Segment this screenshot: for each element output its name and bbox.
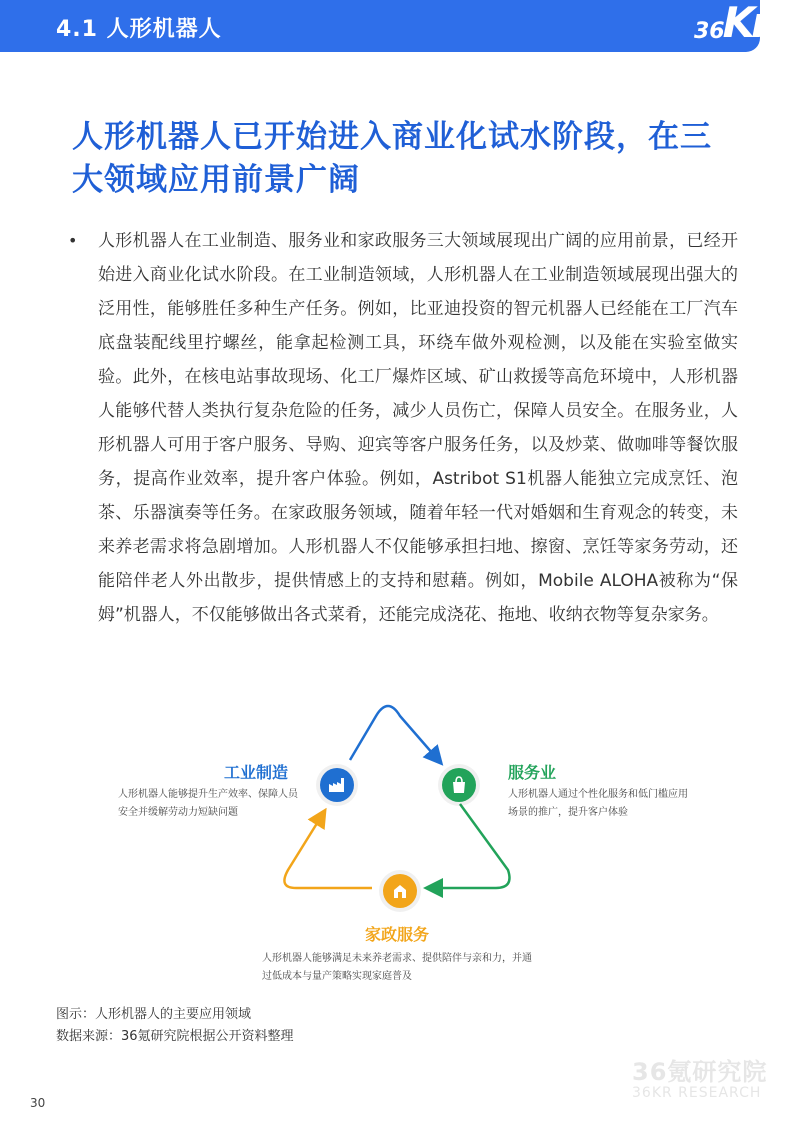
- arrow-service-to-home: [428, 804, 510, 888]
- logo-number: 36: [694, 19, 725, 44]
- arrow-industry-to-service: [350, 706, 440, 762]
- data-source: 数据来源：36氪研究院根据公开资料整理: [56, 1029, 294, 1044]
- page-headline: 人形机器人已开始进入商业化试水阶段，在三大领域应用前景广阔: [72, 119, 712, 198]
- home-title: 家政服务: [365, 925, 430, 944]
- section-title: 4.1 人形机器人: [56, 17, 222, 42]
- shopping-bag-icon: [450, 776, 468, 794]
- research-watermark: [632, 1052, 767, 1101]
- home-service-icon: [391, 882, 409, 900]
- cycle-arrows: [110, 690, 690, 990]
- service-title: 服务业: [508, 763, 557, 782]
- figure-label: 图示：人形机器人的主要应用领域: [56, 1007, 252, 1022]
- service-node-circle: [442, 768, 476, 802]
- brand-logo: [694, 0, 768, 47]
- home-description: 人形机器人能够满足未来养老需求、提供陪伴与亲和力，并通过低成本与量产策略实现家庭普及: [262, 953, 532, 982]
- industry-node-circle: [320, 768, 354, 802]
- arrow-home-to-industry: [284, 812, 372, 888]
- figure-caption: [56, 1004, 294, 1048]
- industry-description: 人形机器人能够提升生产效率、保障人员安全并缓解劳动力短缺问题: [118, 789, 298, 818]
- logo-letters: Kr: [722, 0, 768, 47]
- application-cycle-diagram: [110, 690, 690, 990]
- body-paragraph: 人形机器人在工业制造、服务业和家政服务三大领域展现出广阔的应用前景，已经开始进入商业化试水阶段。在工业制造领域，人形机器人在工业制造领域展现出强大的泛用性，能够胜任多种生产任务。例如，比亚迪投资的智元机器人已经能在工厂汽车底盘装配线里拧螺丝，能拿起检测工具，环绕车做外观检测，以及能在实验室做实验。此外，在核电站事故现场、化工厂爆炸区域、矿山救援等高危环境中，人形机器人能够代替人类执行复杂危险的任务，减少人员伤亡，保障人员安全。在服务业，人形机器人可用于客户服务、导购、迎宾等客户服务任务，以及炒菜、做咖啡等餐饮服务，提高作业效率，提升客户体验。例如，Astribot S1机器人能独立完成烹饪、泡茶、乐器演奏等任务。在家政服务领域，随着年轻一代对婚姻和生育观念的转变，未来养老需求将急剧增加。人形机器人不仅能够承担扫地、擦窗、烹饪等家务劳动，还能陪伴老人外出散步，提供情感上的支持和慰藉。例如，Mobile ALOHA被称为“保姆”机器人，不仅能够做出各式菜肴，还能完成浇花、拖地、收纳衣物等复杂家务。: [98, 231, 738, 625]
- watermark-cn: 36氪研究院: [632, 1058, 768, 1086]
- page-number: 30: [30, 1096, 46, 1110]
- service-description: 人形机器人通过个性化服务和低门槛应用场景的推广，提升客户体验: [508, 789, 688, 818]
- factory-icon: [328, 776, 346, 794]
- watermark-en: 36KR RESEARCH: [632, 1085, 762, 1101]
- industry-title: 工业制造: [224, 763, 289, 782]
- bullet-marker: •: [68, 231, 78, 250]
- home-node-circle: [383, 874, 417, 908]
